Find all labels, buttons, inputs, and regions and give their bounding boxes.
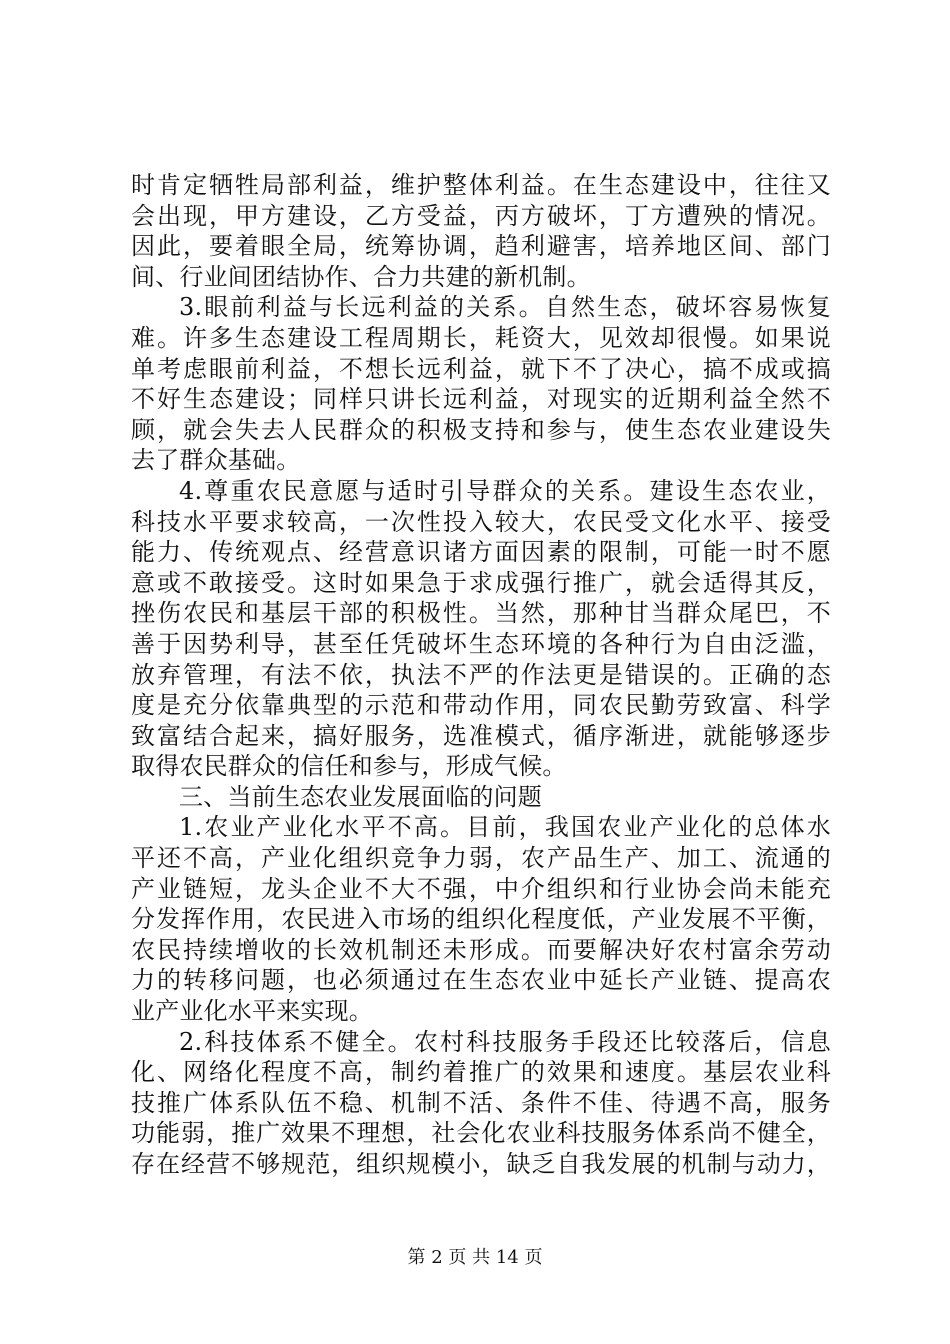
page-footer: 第 2 页 共 14 页 xyxy=(407,1247,543,1268)
text-line: 间、行业间团结协作、合力共建的新机制。 xyxy=(131,262,591,291)
text-line: 化、网络化程度不高，制约着推广的效果和速度。基层农业科 xyxy=(131,1058,831,1087)
text-line: 难。许多生态建设工程周期长，耗资大，见效却很慢。如果说 xyxy=(131,323,831,352)
text-line: 意或不敢接受。这时如果急于求成强行推广，就会适得其反， xyxy=(131,568,831,597)
text-line: 去了群众基础。 xyxy=(131,446,301,475)
text-line: 农民持续增收的长效机制还未形成。而要解决好农村富余劳动 xyxy=(131,935,831,964)
text-line: 会出现，甲方建设，乙方受益，丙方破坏，丁方遭殃的情况。 xyxy=(131,201,831,230)
text-line: 放弃管理，有法不依，执法不严的作法更是错误的。正确的态 xyxy=(131,660,831,689)
text-line: 功能弱，推广效果不理想，社会化农业科技服务体系尚不健全， xyxy=(131,1119,831,1148)
text-line: 平还不高，产业化组织竞争力弱，农产品生产、加工、流通的 xyxy=(131,844,831,873)
text-line: 善于因势利导，甚至任凭破坏生态环境的各种行为自由泛滥， xyxy=(131,629,831,658)
text-line: 产业链短，龙头企业不大不强，中介组织和行业协会尚未能充 xyxy=(131,874,831,903)
text-line: 能力、传统观点、经营意识诸方面因素的限制，可能一时不愿 xyxy=(131,538,831,567)
text-line: 科技水平要求较高，一次性投入较大，农民受文化水平、接受 xyxy=(131,507,831,536)
text-line: 致富结合起来，搞好服务，选准模式，循序渐进，就能够逐步 xyxy=(131,721,831,750)
text-line: 取得农民群众的信任和参与，形成气候。 xyxy=(131,752,567,781)
text-line: 4.尊重农民意愿与适时引导群众的关系。建设生态农业， xyxy=(179,476,831,505)
text-line: 顾，就会失去人民群众的积极支持和参与，使生态农业建设失 xyxy=(131,415,831,444)
text-line: 度是充分依靠典型的示范和带动作用，同农民勤劳致富、科学 xyxy=(131,691,831,720)
body-text xyxy=(131,170,831,1180)
text-line: 不好生态建设；同样只讲长远利益，对现实的近期利益全然不 xyxy=(131,385,831,414)
text-line: 三、当前生态农业发展面临的问题 xyxy=(179,782,542,811)
text-line: 分发挥作用，农民进入市场的组织化程度低，产业发展不平衡， xyxy=(131,905,831,934)
text-line: 业产业化水平来实现。 xyxy=(131,997,373,1026)
text-line: 因此，要着眼全局，统筹协调，趋利避害，培养地区间、部门 xyxy=(131,232,831,261)
text-line: 1.农业产业化水平不高。目前，我国农业产业化的总体水 xyxy=(179,813,831,842)
text-line: 力的转移问题，也必须通过在生态农业中延长产业链、提高农 xyxy=(131,966,831,995)
text-line: 挫伤农民和基层干部的积极性。当然，那种甘当群众尾巴，不 xyxy=(131,599,831,628)
text-line: 时肯定牺牲局部利益，维护整体利益。在生态建设中，往往又 xyxy=(131,171,831,199)
text-line: 单考虑眼前利益，不想长远利益，就下不了决心，搞不成或搞 xyxy=(131,354,831,383)
text-line: 存在经营不够规范，组织规模小，缺乏自我发展的机制与动力， xyxy=(131,1150,831,1178)
text-line: 3.眼前利益与长远利益的关系。自然生态，破坏容易恢复 xyxy=(179,293,831,322)
text-line: 技推广体系队伍不稳、机制不活、条件不佳、待遇不高，服务 xyxy=(131,1088,831,1117)
text-line: 2.科技体系不健全。农村科技服务手段还比较落后，信息 xyxy=(179,1027,831,1056)
